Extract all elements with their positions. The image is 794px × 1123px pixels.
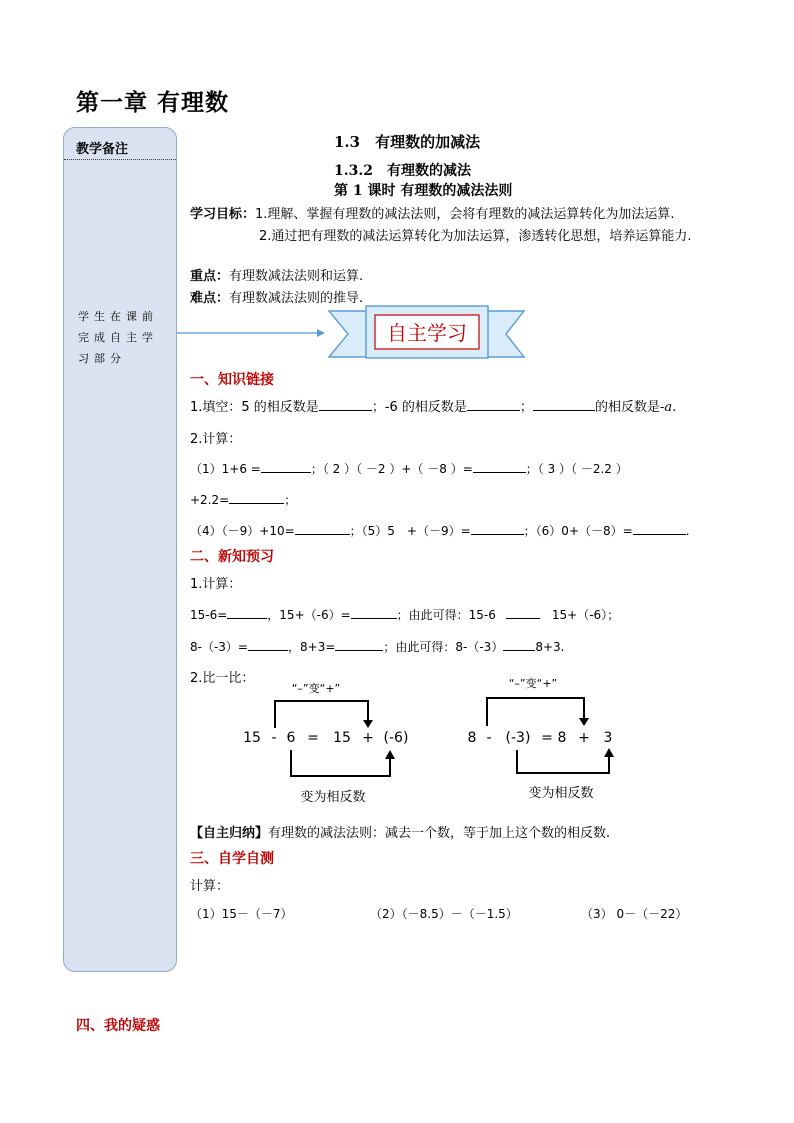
answer-blank[interactable] [633, 521, 686, 535]
diagram1-bottom-label: 变为相反数 [300, 790, 366, 805]
answer-blank[interactable] [248, 637, 288, 651]
sidebar-title: 教学备注 [76, 142, 129, 157]
s1-q2l3-c: ；（6）0+（－8）= [523, 524, 633, 538]
problem-3: （3） 0－（－22） [581, 907, 688, 921]
d1-equals: = [307, 730, 319, 746]
section4-title: 四、我的疑惑 [76, 1018, 160, 1034]
difficult-point-label: 难点： [190, 291, 230, 306]
problem-1: （1）15－（－7） [190, 907, 293, 921]
summary-line [190, 822, 610, 841]
section1-title: 一、知识链接 [190, 372, 274, 388]
answer-blank[interactable] [227, 605, 267, 619]
subsection-heading: 1.3.2 有理数的减法 [334, 163, 471, 179]
compare-diagram-1 [240, 680, 430, 805]
s1-q2l2-a: +2.2= [190, 493, 230, 507]
problem-2: （2）（－8.5）－（－1.5） [370, 907, 518, 921]
sidebar-note: 学生在课前完成自主学习部分 [78, 310, 158, 365]
learning-goals-1 [190, 203, 675, 222]
s1-q2l3-d: . [685, 524, 690, 538]
s1-q1-var: -a [659, 400, 673, 415]
s2-q2-label: 2.比一比： [190, 671, 255, 686]
goal-item-2: 2.通过把有理数的减法运算转化为加法运算，渗透转化思想，培养运算能力. [259, 229, 692, 244]
s2-line1 [190, 605, 619, 623]
answer-blank[interactable] [319, 397, 372, 411]
d1-minus: - [271, 730, 277, 746]
d1-plus: + [362, 730, 374, 746]
s1-q2l1-c: ；（ 3 ）（ －2.2 ） [525, 462, 628, 476]
s1-q1-text-c: ； [519, 400, 533, 415]
s2-l1-c: ；由此可得：15-6 [396, 608, 496, 622]
key-point-label: 重点： [190, 269, 230, 284]
pointer-arrow-icon [177, 318, 327, 348]
goals-label: 学习目标： [190, 207, 256, 222]
answer-blank[interactable] [229, 490, 284, 504]
d2-term-3: 3 [603, 730, 613, 746]
s1-q1-text-f: . [672, 400, 677, 415]
s2-l1-b: ，15+（-6）= [267, 608, 351, 622]
d2-term-8b: 8 [557, 730, 567, 746]
key-point-text: 有理数减法法则和运算. [229, 269, 364, 284]
s1-q2l3-a: （4）（－9）+10= [190, 524, 295, 538]
d2-equals: = [541, 730, 553, 746]
d2-term-8: 8 [467, 730, 477, 746]
section2-title: 二、新知预习 [190, 549, 274, 565]
answer-blank[interactable] [473, 459, 526, 473]
teaching-notes-sidebar [63, 127, 177, 972]
answer-blank[interactable] [335, 637, 383, 651]
answer-blank[interactable] [503, 637, 535, 651]
d1-term-6: 6 [286, 730, 296, 746]
key-point [190, 265, 363, 284]
answer-blank[interactable] [351, 605, 397, 619]
d2-minus: - [486, 730, 492, 746]
difficult-point-text: 有理数减法法则的推导. [229, 291, 364, 306]
summary-label: 【自主归纳】 [190, 826, 269, 841]
d1-term-15b: 15 [333, 730, 351, 746]
s1-q2-label: 2.计算： [190, 432, 242, 447]
s2-l2-c: ；由此可得：8-（-3） [383, 640, 504, 654]
answer-blank[interactable] [261, 459, 311, 473]
s1-q1-text-b: ；-6 的相反数是 [371, 400, 467, 415]
answer-blank[interactable] [295, 521, 350, 535]
s1-q1-text-d: 的相反数是 [594, 400, 660, 415]
answer-blank[interactable] [533, 397, 595, 411]
section3-title: 三、自学自测 [190, 851, 274, 867]
answer-blank[interactable] [471, 521, 524, 535]
section-heading: 1.3 有理数的加减法 [334, 133, 481, 151]
s1-q2l3-b: ；（5）5 +（－9）= [349, 524, 471, 538]
compare-diagram-2 [462, 672, 642, 802]
s1-q2-line1 [190, 459, 628, 477]
s2-l2-d: 8+3. [535, 640, 565, 654]
lesson-heading: 第 1 课时 有理数的减法法则 [334, 183, 513, 199]
s2-l1-a: 15-6= [190, 608, 228, 622]
s1-q1 [190, 396, 676, 415]
s1-q2l1-a: （1）1+6 = [190, 462, 261, 476]
s1-q2l1-b: ；（ 2 ）（ －2 ）+（ －8 ）= [310, 462, 473, 476]
banner-text: 自主学习 [387, 321, 467, 345]
d2-term-neg3: (-3) [505, 730, 531, 746]
answer-blank[interactable] [467, 397, 520, 411]
section3-label: 计算： [190, 879, 230, 894]
s2-q1-label: 1.计算： [190, 577, 242, 592]
s2-l1-d: 15+（-6）； [551, 608, 620, 622]
self-study-banner [328, 305, 526, 363]
d2-plus: + [578, 730, 590, 746]
diagram1-top-label: “–”变“+” [291, 682, 341, 695]
s1-q2l2-b: ； [284, 493, 297, 507]
difficult-point [190, 287, 363, 306]
answer-blank[interactable] [506, 605, 540, 619]
d1-term-15: 15 [243, 730, 261, 746]
diagram2-top-label: “–”变“+” [508, 677, 558, 690]
s1-q2-line2 [190, 490, 296, 508]
s1-q2-line3 [190, 521, 690, 539]
d1-term-neg6: (-6) [383, 730, 409, 746]
chapter-title: 第一章 有理数 [76, 90, 230, 116]
goal-item-1: 1.理解、掌握有理数的减法法则，会将有理数的减法运算转化为加法运算. [255, 207, 675, 222]
summary-text: 有理数的减法法则：减去一个数，等于加上这个数的相反数. [268, 826, 611, 841]
s1-q1-text-a: 1.填空：5 的相反数是 [190, 400, 319, 415]
sidebar-divider [64, 159, 176, 160]
diagram2-bottom-label: 变为相反数 [528, 786, 594, 801]
s2-line2 [190, 637, 564, 655]
s2-l2-b: ，8+3= [288, 640, 336, 654]
s2-l2-a: 8-（-3）= [190, 640, 248, 654]
